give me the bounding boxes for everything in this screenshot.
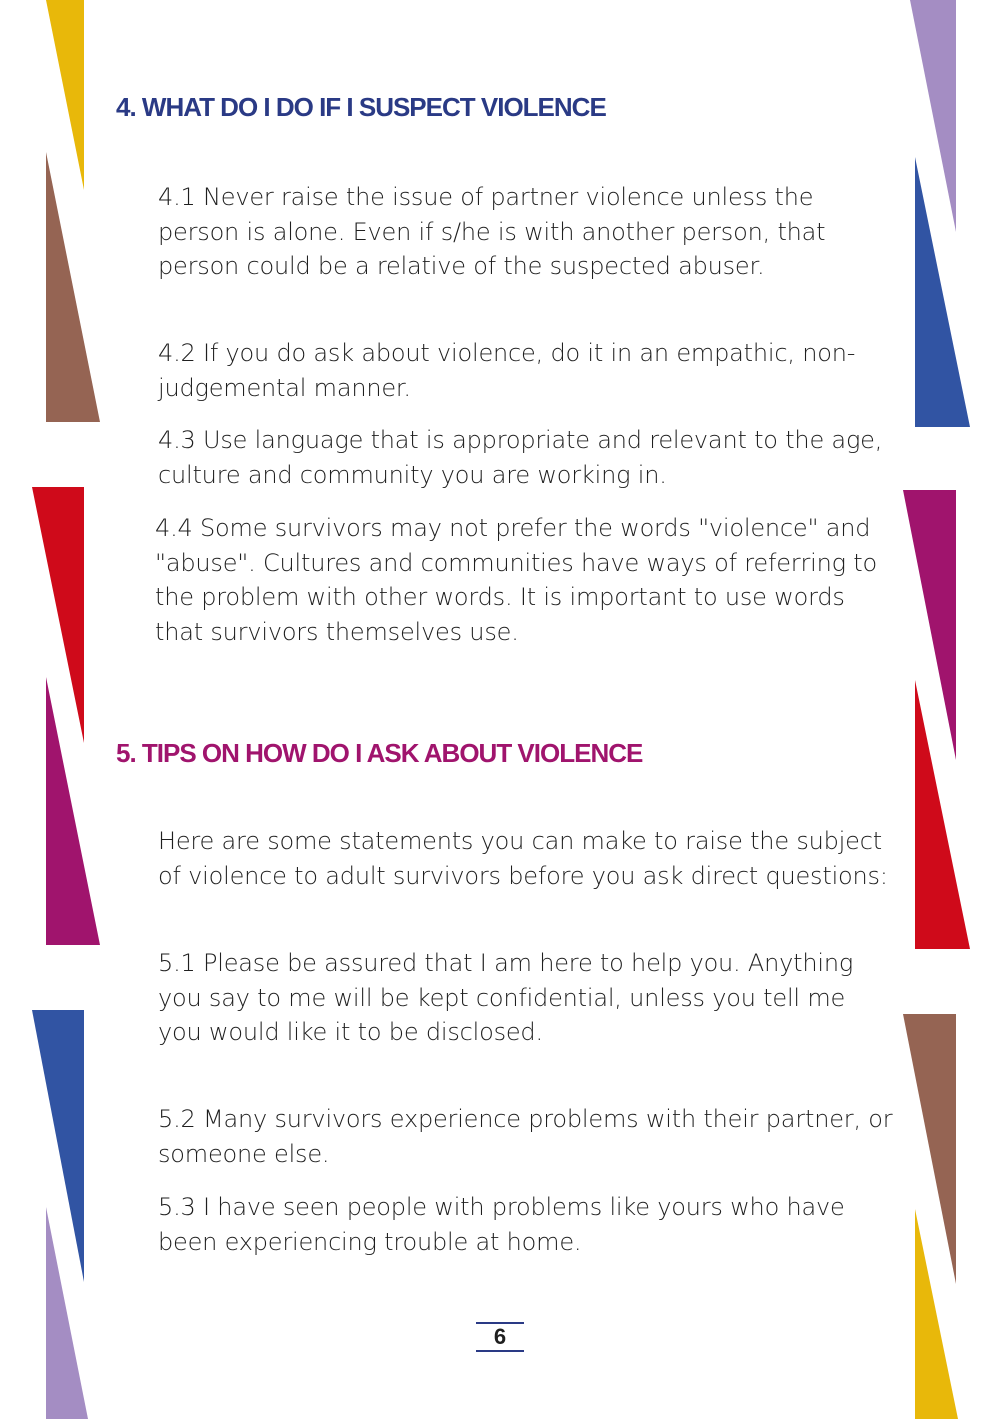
paragraph-4-3: 4.3 Use language that is appropriate and relevant to the age, culture and community you are working in. bbox=[158, 426, 883, 489]
section-5-heading: 5. TIPS ON HOW DO I ASK ABOUT VIOLENCE bbox=[116, 738, 643, 768]
paragraph-5-1: 5.1 Please be assured that I am here to help you. Anything you say to me will be kept confidential, unless you tell me you would like it to be disclosed. bbox=[158, 949, 854, 1046]
paragraph-5-3: 5.3 I have seen people with problems like yours who have been experiencing trouble at home. bbox=[158, 1193, 845, 1256]
paragraph-4-2: 4.2 If you do ask about violence, do it in an empathic, non-judgemental manner. bbox=[158, 339, 856, 402]
section-5-intro: Here are some statements you can make to raise the subject of violence to adult survivors before you ask direct questions: bbox=[158, 827, 888, 890]
paragraph-4-4: 4.4 Some survivors may not prefer the words "violence" and "abuse". Cultures and communities have ways of referring to the problem with other words. It is important to use words that survivors themselves use. bbox=[155, 514, 877, 646]
paragraph-4-1: 4.1 Never raise the issue of partner violence unless the person is alone. Even if s/he is with another person, that person could be a relative of the suspected abuser. bbox=[158, 183, 826, 280]
page-number: 6 bbox=[476, 1322, 524, 1352]
section-4-heading: 4. WHAT DO I DO IF I SUSPECT VIOLENCE bbox=[116, 92, 606, 122]
paragraph-5-2: 5.2 Many survivors experience problems with their partner, or someone else. bbox=[158, 1105, 893, 1168]
